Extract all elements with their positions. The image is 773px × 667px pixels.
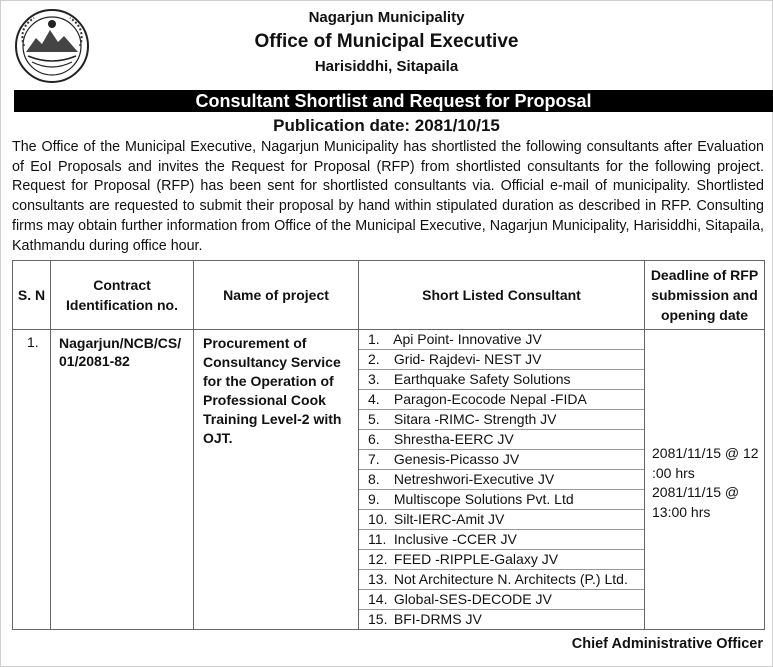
list-item: 5. Sitara -RIMC- Strength JV [359,410,644,430]
list-item: 13. Not Architecture N. Architects (P.) Ltd. [359,570,644,590]
list-item: 14. Global-SES-DECODE JV [359,590,644,610]
shortlist-table [12,260,765,630]
signatory-title: Chief Administrative Officer [571,636,763,652]
office-name: Office of Municipal Executive [254,31,519,52]
table-row [13,330,765,630]
table-header-row [13,261,765,330]
office-address: Harisiddhi, Sitapaila [314,58,459,75]
list-item: 8. Netreshwori-Executive JV [359,470,644,490]
publication-date: Publication date: 2081/10/15 [273,116,500,135]
row-project-name: Procurement of Consultancy Service for the Operation of Professional Cook Training Level-2 with OJT. [194,330,359,630]
list-item: 11. Inclusive -CCER JV [359,530,644,550]
header-consultant: Short Listed Consultant [359,261,645,330]
header-sn: S. N [13,261,51,330]
header [0,0,773,90]
list-item: 2. Grid- Rajdevi- NEST JV [359,350,644,370]
header-deadline: Deadline of RFP submission and opening date [645,261,765,330]
list-item: 4. Paragon-Ecocode Nepal -FIDA [359,390,644,410]
list-item: 12. FEED -RIPPLE-Galaxy JV [359,550,644,570]
list-item: 6. Shrestha-EERC JV [359,430,644,450]
row-deadline [645,330,765,630]
notice-body: The Office of the Municipal Executive, Nagarjun Municipality has shortlisted the following consultants after Evaluation of EoI Proposals and invites the Request for Proposal (RFP) from shortlisted consultants for the following project. Request for Proposal (RFP) has been sent for shortlisted consultants via. Official e-mail of municipality. Shortlisted consultants are requested to submit their proposal by hand within stipulated duration as described in RFP. Consulting firms may obtain further information from Office of the Municipal Executive, Nagarjun Municipality, Harisiddhi, Sitapaila, Kathmandu during office hour. [12,139,764,254]
opening-date: 2081/11/15 @ 13:00 hrs [652,484,740,520]
list-item: 9. Multiscope Solutions Pvt. Ltd [359,490,644,510]
header-project-name: Name of project [194,261,359,330]
list-item: 3. Earthquake Safety Solutions [359,370,644,390]
list-item: 7. Genesis-Picasso JV [359,450,644,470]
row-contract-id: Nagarjun/NCB/CS/ 01/2081-82 [51,330,194,630]
list-item: 10. Silt-IERC-Amit JV [359,510,644,530]
list-item: 1. Api Point- Innovative JV [359,330,644,350]
municipality-name: Nagarjun Municipality [308,9,465,26]
consultant-list [359,330,645,630]
list-item: 15. BFI-DRMS JV [368,611,482,627]
submission-deadline: 2081/11/15 @ 12 :00 hrs [652,445,759,481]
row-sn: 1. [13,330,51,630]
header-contract-id: Contract Identification no. [51,261,194,330]
notice-title: Consultant Shortlist and Request for Proposal [14,90,773,112]
